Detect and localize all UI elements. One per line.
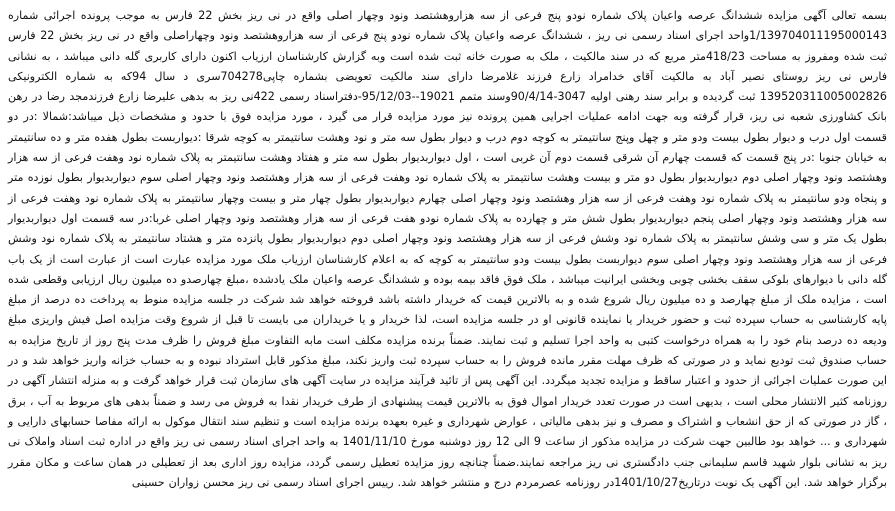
auction-notice-text: بسمه تعالی آگهی مزایده ششدانگ عرصه واعیان پلاک شماره نودو پنج فرعی از سه هزاروهشتصد ونود وچهار اصلی واقع در نی ریز بخش 22 فارس به موجب پرونده اجرائی شماره 1/139704011195000143واحد اجرای اسناد رسمی نی ریز ، ششدانگ عرصه واعیان پلاک شماره نودو پنج فرعی از سه هزاروهشتصد ونود وچهاراصلی واقع در نی ریز بخش 22 فارس ثبت شده ومفروز به مساحت 418/23متر مربع که در سند مالکیت ، ملک به صورت خانه ثبت شده است وبه گزارش کارشناسان ارزیاب اکنون دارای کاربری گله دانی میباشد ، به نشانی فارس نی ریز روستای نصیر آباد به مالکیت آقای خدامراد زارع فرزند غلامرضا دارای سند مالکیت تعویضی بشماره چاپی704278سری د سال 94که به شماره الکترونیکی 139520311005002826 ثبت گردیده و برابر سند رهنی اولیه 3047-90/4/14وسند متمم 19021--95/12/03-دفتراسناد رسمی 422نی ریز به بدهی علیرضا زارع فرزندمجد رضا در رهن بانک کشاورزی شعبه نی ریز، قرار گرفته وبه جهت ادامه عملیات اجرایی همین پرونده نیز مورد مزایده قرار می گیرد ، مورد مزایده فوق با حدود و مشخصات ذیل میباشد:شمالا :در دو قسمت اول درب و دیوار بطول بیست ودو متر و چهل وپنج سانتیمتر به کوچه دوم درب و دیوار بطول سه متر و نود وهشت سانتیمتر به کوچه شرقا :دیواربست بطول هفده متر و ده سانتیمتر به خیابان جنوبا :در پنج قسمت که قسمت چهارم آن شرقی قسمت دوم آن غربی است ، اول دیواربدیوار بطول سه متر و هفتاد وهشت سانتیمتر به پلاک شماره نود وهفت فرعی از سه هزار وهشتصد ونود وچهار اصلی دوم دیواربدیوار بطول دو متر و بیست وهشت سانتیمتر به پلاک شماره نود وهفت فرعی از سه هزار وهشتصد ونود وچهار اصلی سوم دیواربدیوار بطول نوزده متر و پنجاه ودو سانتیمتر به پلاک شماره نود وهفت فرعی از سه هزار وهشتصد ونود وچهار اصلی چهارم دیواربدیوار بطول چهار متر و بیست وچهار سانتیمتر به پلاک شماره نود وهفت فرعی از سه هزار وهشتصد ونود وچهار اصلی پنجم دیواربدیوار بطول شش متر و چهارده به پلاک شماره نودو هفت فرعی از سه هزار وهشتصد ونود وچهار اصلی غربا:در سه قسمت اول دیواربدیوار بطول یک متر و سی وشش سانتیمتر به پلاک شماره نود وشش فرعی از سه هزار وهشتصد ونود وچهار اصلی دوم دیواربدیوار بطول پانزده متر و هشتاد سانتیمتر به پلاک شماره نود وشش فرعی از سه هزار وهشتصد ونود وچهار اصلی سوم دیواربست بطول بیست ودو سانتیمتر به کوچه که به اعلام کارشناسان ارزیاب ملک مورد مزایده عبارت است از عبارت است از یک باب گله دانی با دیوارهای بلوکی سقف بخشی چوبی وبخشی ایرانیت میباشد ، ملک فوق فاقد بیمه بوده و ششدانگ عرصه واعیان ملک یادشده ،مبلغ چهارصدو ده میلیون ریال ارزیابی وقطعی شده است ، مزایده ملک از مبلغ چهارصد و ده میلیون ریال شروع شده و به بالاترین قیمت که خریدار داشته باشد فروخته خواهد شد شرکت در جلسه مزایده منوط به پرداخت ده درصد از مبلغ پایه کارشناسی به حساب سپرده ثبت و حضور خریدار یا نماینده قانونی او در جلسه مزایده است، لذا خریدار و یا خریداران می بایست تا قبل از شروع وقت مزایده اصل فیش واریزی مبلغ ودیعه ده درصد بنام خود را به همراه درخواست کتبی به واحد اجرا تسلیم و ثبت نمایند. ضمناً برنده مزایده مکلف است مابه التفاوت مبلغ فروش را ظرف مدت پنج روز از تاریخ مزایده به حساب صندوق ثبت تودیع نماید و در صورتی که ظرف مهلت مقرر مانده فروش را به حساب سپرده ثبت واریز نکند، مبلغ مذکور قابل استرداد نبوده و به حساب خزانه واریز خواهد شد و در این صورت عملیات اجرائی از حدود و اعتبار ساقط و مزایده تجدید میگردد. این آگهی پس از تائید فرآیند مزایده در سایت آگهی های سازمان ثبت قرار خواهد گرفت و به منزله انتشار آگهی در روزنامه کثیر الانتشار محلی است ، بدیهی است در صورت تعدد خریدار اموال فوق به بالاترین قیمت پیشنهادی از طرف خریدار نقدا به فروش می رسد و ضمناً بدهی های مربوط به آب ، برق ، گاز در صورتی که از حق انشعاب و اشتراک و مصرف و نیز بدهی مالیاتی ، عوارض شهرداری و غیره بعهده برنده مزایده است و تنظیم سند انتقال موکول به ارائه مفاصا حسابهای دارایی و شهرداری و ... خواهد بود طالبین جهت شرکت در مزایده مذکور از ساعت 9 الی 12 روز دوشنبه مورخ 1401/11/10 به واحد اجرای اسناد رسمی نی ریز واقع در اداره ثبت اسناد واملاک نی ریز به نشانی بلوار شهید قاسم سلیمانی جنب دادگستری نی ریز مراجعه نمایند.ضمناً چنانچه روز مزایده تعطیل رسمی گردد، مزایده روز اداری بعد از تعطیلی در همان ساعت و مکان مقرر برگزار خواهد شد. این آگهی یک نوبت درتاریخ1401/10/27در روزنامه عصرمردم درج و منتشر خواهد شد. رییس اجرای اسناد رسمی نی ریز محسن زواران حسینی — [8, 9, 888, 489]
